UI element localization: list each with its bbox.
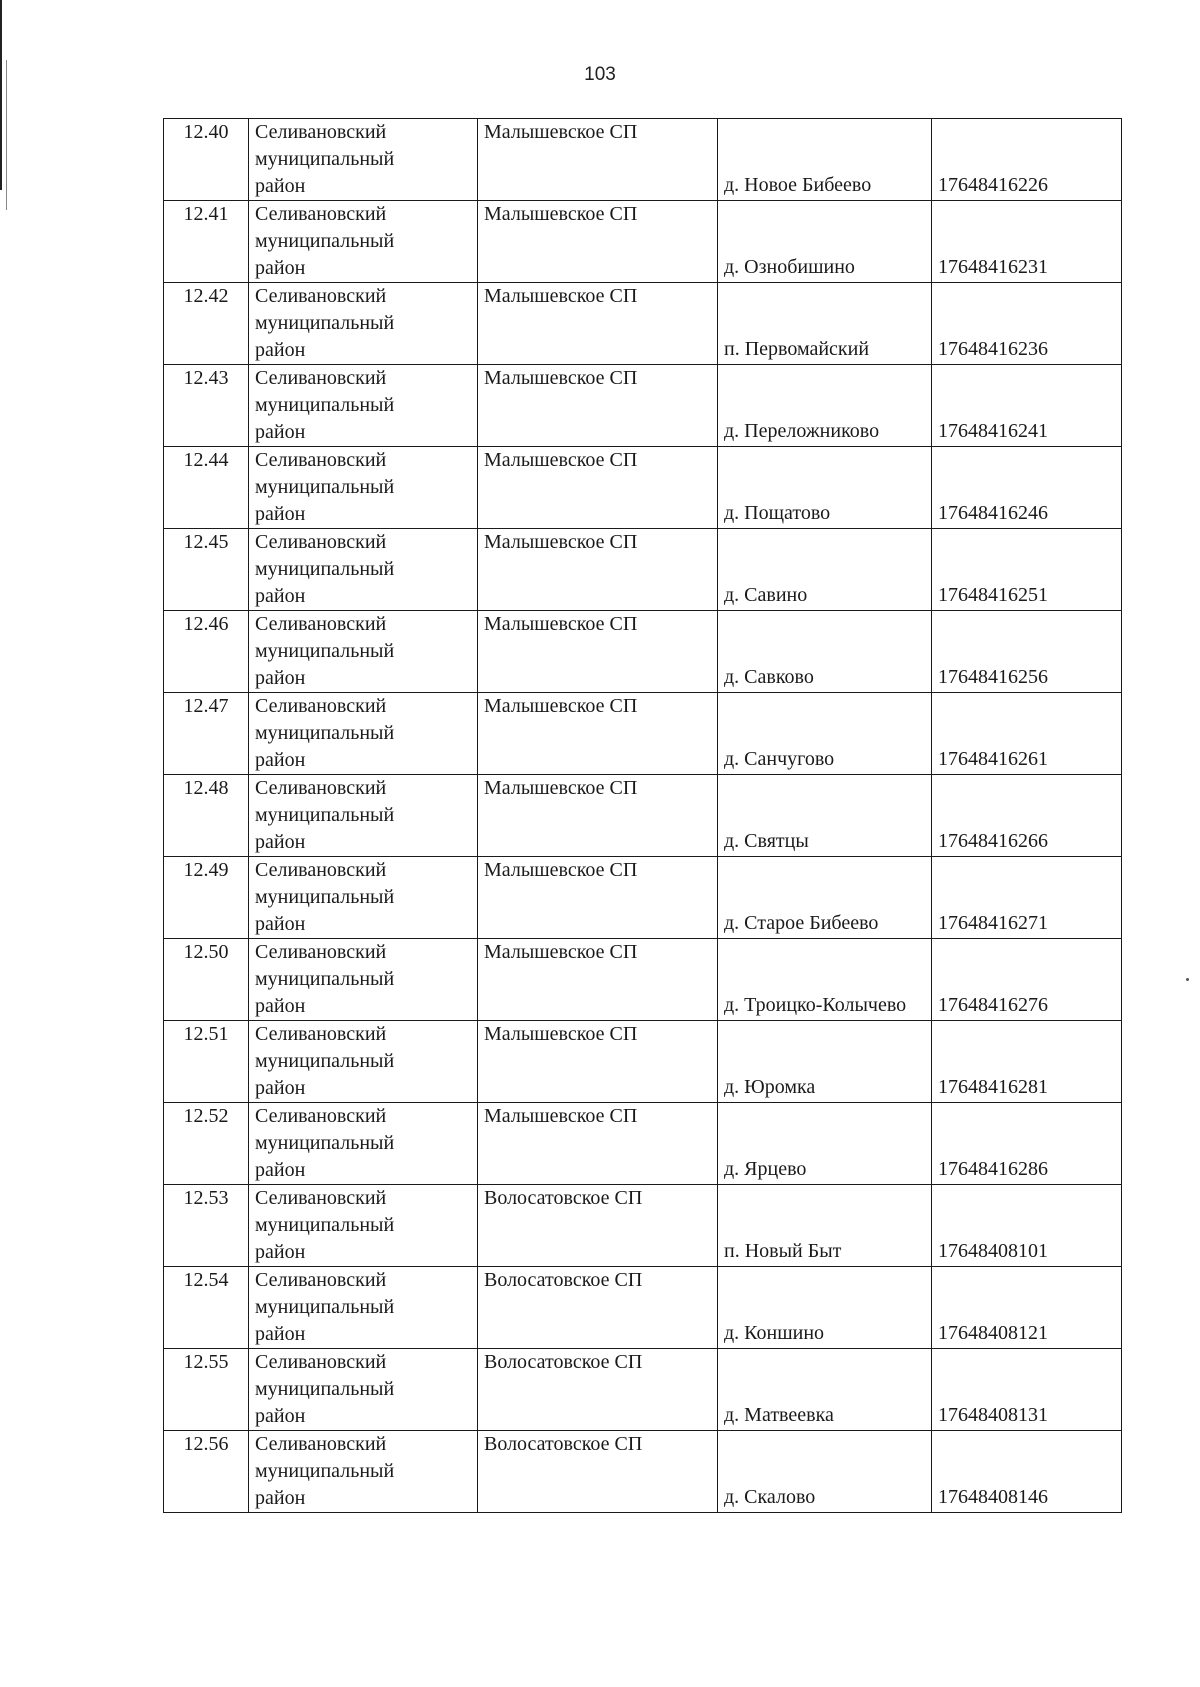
code-cell — [932, 1349, 1122, 1431]
code-cell — [932, 1431, 1122, 1513]
district-name-line: Селивановский — [255, 1023, 387, 1045]
settlement-body-cell — [478, 1431, 718, 1513]
district-name-line: Селивановский — [255, 695, 387, 717]
settlement-body: Малышевское СП — [484, 203, 638, 225]
locality-name: п. Первомайский — [724, 338, 870, 360]
district-cell — [249, 119, 478, 201]
district-name-line: Селивановский — [255, 613, 387, 635]
district-name-line: муниципальный — [255, 968, 395, 990]
locality-name: д. Ознобишино — [724, 256, 855, 278]
settlement-body-cell — [478, 529, 718, 611]
district-cell — [249, 1021, 478, 1103]
settlement-body-cell — [478, 1349, 718, 1431]
district-name-line: муниципальный — [255, 722, 395, 744]
locality-code: 17648416251 — [938, 584, 1048, 606]
locality-cell — [718, 119, 932, 201]
settlement-body: Малышевское СП — [484, 695, 638, 717]
district-name-line: Селивановский — [255, 531, 387, 553]
district-name-line: район — [255, 421, 306, 443]
district-name-line: Селивановский — [255, 203, 387, 225]
settlement-body: Малышевское СП — [484, 121, 638, 143]
row-number-cell — [164, 283, 249, 365]
locality-name: д. Новое Бибеево — [724, 174, 872, 196]
code-cell — [932, 1021, 1122, 1103]
settlement-body-cell — [478, 857, 718, 939]
table-body — [164, 119, 1122, 1513]
locality-name: д. Матвеевка — [724, 1404, 834, 1426]
district-name-line: район — [255, 585, 306, 607]
district-name-line: район — [255, 1323, 306, 1345]
row-number: 12.52 — [183, 1105, 229, 1127]
locality-code: 17648416271 — [938, 912, 1048, 934]
locality-name: д. Старое Бибеево — [724, 912, 879, 934]
district-cell — [249, 201, 478, 283]
settlement-body: Волосатовское СП — [484, 1351, 643, 1373]
district-name-line: район — [255, 257, 306, 279]
settlement-body: Малышевское СП — [484, 859, 638, 881]
district-name-line: Селивановский — [255, 1269, 387, 1291]
table-row — [164, 365, 1122, 447]
locality-name: д. Скалово — [724, 1486, 816, 1508]
locality-code: 17648416266 — [938, 830, 1048, 852]
locality-code: 17648416241 — [938, 420, 1048, 442]
settlement-body: Волосатовское СП — [484, 1187, 643, 1209]
table-row — [164, 1349, 1122, 1431]
page-number: 103 — [584, 64, 616, 85]
district-name-line: Селивановский — [255, 1433, 387, 1455]
district-name-line: Селивановский — [255, 367, 387, 389]
locality-code: 17648416281 — [938, 1076, 1048, 1098]
locality-name: д. Троицко-Колычево — [724, 994, 907, 1016]
row-number: 12.56 — [183, 1433, 229, 1455]
locality-name: п. Новый Быт — [724, 1240, 842, 1262]
code-cell — [932, 119, 1122, 201]
locality-code: 17648416231 — [938, 256, 1048, 278]
row-number: 12.42 — [183, 285, 229, 307]
district-name-line: Селивановский — [255, 777, 387, 799]
settlement-body-cell — [478, 365, 718, 447]
locality-name: д. Переложниково — [724, 420, 880, 442]
row-number: 12.46 — [183, 613, 229, 635]
settlement-body: Малышевское СП — [484, 285, 638, 307]
code-cell — [932, 1185, 1122, 1267]
settlement-body-cell — [478, 611, 718, 693]
locality-name: д. Пощатово — [724, 502, 831, 524]
locality-code: 17648416261 — [938, 748, 1048, 770]
code-cell — [932, 775, 1122, 857]
row-number: 12.41 — [183, 203, 229, 225]
row-number-cell — [164, 1267, 249, 1349]
table-row — [164, 775, 1122, 857]
row-number: 12.53 — [183, 1187, 229, 1209]
code-cell — [932, 939, 1122, 1021]
row-number: 12.40 — [183, 121, 229, 143]
district-cell — [249, 693, 478, 775]
locality-code: 17648408146 — [938, 1486, 1048, 1508]
locality-cell — [718, 283, 932, 365]
locality-cell — [718, 857, 932, 939]
district-cell — [249, 1185, 478, 1267]
code-cell — [932, 447, 1122, 529]
code-cell — [932, 693, 1122, 775]
locality-name: д. Савино — [724, 584, 808, 606]
row-number-cell — [164, 201, 249, 283]
settlement-body-cell — [478, 283, 718, 365]
district-cell — [249, 283, 478, 365]
row-number-cell — [164, 365, 249, 447]
district-cell — [249, 857, 478, 939]
district-name-line: район — [255, 1077, 306, 1099]
district-name-line: муниципальный — [255, 1132, 395, 1154]
locality-cell — [718, 1431, 932, 1513]
table-row — [164, 693, 1122, 775]
row-number: 12.47 — [183, 695, 229, 717]
table-row — [164, 1103, 1122, 1185]
row-number-cell — [164, 1431, 249, 1513]
settlement-body-cell — [478, 119, 718, 201]
table-row — [164, 1185, 1122, 1267]
district-name-line: район — [255, 175, 306, 197]
district-cell — [249, 1431, 478, 1513]
district-name-line: муниципальный — [255, 312, 395, 334]
row-number-cell — [164, 611, 249, 693]
district-name-line: муниципальный — [255, 886, 395, 908]
settlement-body: Волосатовское СП — [484, 1433, 643, 1455]
district-name-line: район — [255, 1487, 306, 1509]
table-row — [164, 611, 1122, 693]
row-number: 12.48 — [183, 777, 229, 799]
settlement-body-cell — [478, 201, 718, 283]
table-row — [164, 1021, 1122, 1103]
code-cell — [932, 201, 1122, 283]
row-number-cell — [164, 447, 249, 529]
district-name-line: Селивановский — [255, 285, 387, 307]
locality-name: д. Санчугово — [724, 748, 835, 770]
district-name-line: Селивановский — [255, 859, 387, 881]
table-row — [164, 529, 1122, 611]
code-cell — [932, 529, 1122, 611]
locality-code: 17648408131 — [938, 1404, 1048, 1426]
settlement-body-cell — [478, 1021, 718, 1103]
row-number-cell — [164, 529, 249, 611]
district-cell — [249, 1349, 478, 1431]
scan-edge-line — [0, 0, 2, 190]
locality-cell — [718, 693, 932, 775]
district-name-line: район — [255, 1405, 306, 1427]
district-name-line: Селивановский — [255, 449, 387, 471]
district-name-line: район — [255, 503, 306, 525]
locality-registry-table — [163, 118, 1122, 1513]
locality-cell — [718, 1267, 932, 1349]
settlement-body: Малышевское СП — [484, 1023, 638, 1045]
table-row — [164, 201, 1122, 283]
district-name-line: район — [255, 995, 306, 1017]
district-name-line: Селивановский — [255, 121, 387, 143]
district-cell — [249, 775, 478, 857]
district-name-line: район — [255, 339, 306, 361]
locality-name: д. Святцы — [724, 830, 809, 852]
row-number-cell — [164, 939, 249, 1021]
scan-speck — [1186, 978, 1189, 981]
row-number-cell — [164, 857, 249, 939]
table-row — [164, 283, 1122, 365]
row-number: 12.44 — [183, 449, 229, 471]
row-number: 12.45 — [183, 531, 229, 553]
district-name-line: район — [255, 831, 306, 853]
code-cell — [932, 283, 1122, 365]
locality-name: д. Ярцево — [724, 1158, 807, 1180]
settlement-body: Малышевское СП — [484, 449, 638, 471]
locality-code: 17648416276 — [938, 994, 1048, 1016]
row-number: 12.49 — [183, 859, 229, 881]
district-name-line: район — [255, 1159, 306, 1181]
row-number-cell — [164, 1185, 249, 1267]
locality-code: 17648416256 — [938, 666, 1048, 688]
row-number-cell — [164, 1021, 249, 1103]
table-row — [164, 447, 1122, 529]
locality-code: 17648416236 — [938, 338, 1048, 360]
locality-cell — [718, 1021, 932, 1103]
district-cell — [249, 611, 478, 693]
locality-code: 17648416286 — [938, 1158, 1048, 1180]
settlement-body-cell — [478, 939, 718, 1021]
code-cell — [932, 1103, 1122, 1185]
code-cell — [932, 857, 1122, 939]
district-name-line: район — [255, 913, 306, 935]
district-cell — [249, 1267, 478, 1349]
district-name-line: муниципальный — [255, 1296, 395, 1318]
table-row — [164, 939, 1122, 1021]
locality-cell — [718, 201, 932, 283]
row-number: 12.50 — [183, 941, 229, 963]
locality-code: 17648408121 — [938, 1322, 1048, 1344]
locality-cell — [718, 365, 932, 447]
code-cell — [932, 1267, 1122, 1349]
locality-code: 17648416246 — [938, 502, 1048, 524]
district-name-line: муниципальный — [255, 148, 395, 170]
district-name-line: район — [255, 1241, 306, 1263]
district-name-line: муниципальный — [255, 476, 395, 498]
settlement-body-cell — [478, 1185, 718, 1267]
district-cell — [249, 365, 478, 447]
district-name-line: муниципальный — [255, 1378, 395, 1400]
locality-cell — [718, 529, 932, 611]
district-name-line: муниципальный — [255, 804, 395, 826]
locality-code: 17648416226 — [938, 174, 1048, 196]
locality-cell — [718, 1185, 932, 1267]
district-name-line: муниципальный — [255, 1050, 395, 1072]
locality-cell — [718, 447, 932, 529]
row-number: 12.51 — [183, 1023, 229, 1045]
settlement-body-cell — [478, 693, 718, 775]
locality-name: д. Савково — [724, 666, 814, 688]
locality-name: д. Юромка — [724, 1076, 816, 1098]
settlement-body: Малышевское СП — [484, 1105, 638, 1127]
settlement-body: Малышевское СП — [484, 613, 638, 635]
settlement-body-cell — [478, 1103, 718, 1185]
settlement-body: Малышевское СП — [484, 531, 638, 553]
row-number-cell — [164, 1103, 249, 1185]
row-number-cell — [164, 693, 249, 775]
district-name-line: муниципальный — [255, 558, 395, 580]
settlement-body: Малышевское СП — [484, 777, 638, 799]
locality-cell — [718, 775, 932, 857]
table-row — [164, 857, 1122, 939]
settlement-body: Малышевское СП — [484, 367, 638, 389]
locality-cell — [718, 611, 932, 693]
district-name-line: муниципальный — [255, 640, 395, 662]
district-name-line: муниципальный — [255, 394, 395, 416]
district-name-line: муниципальный — [255, 1460, 395, 1482]
district-name-line: муниципальный — [255, 230, 395, 252]
district-name-line: муниципальный — [255, 1214, 395, 1236]
settlement-body: Малышевское СП — [484, 941, 638, 963]
district-name-line: район — [255, 667, 306, 689]
settlement-body-cell — [478, 1267, 718, 1349]
district-name-line: Селивановский — [255, 1351, 387, 1373]
district-name-line: Селивановский — [255, 941, 387, 963]
row-number-cell — [164, 1349, 249, 1431]
code-cell — [932, 611, 1122, 693]
row-number-cell — [164, 119, 249, 201]
settlement-body-cell — [478, 447, 718, 529]
district-cell — [249, 939, 478, 1021]
row-number: 12.55 — [183, 1351, 229, 1373]
settlement-body: Волосатовское СП — [484, 1269, 643, 1291]
locality-name: д. Коншино — [724, 1322, 825, 1344]
district-name-line: Селивановский — [255, 1105, 387, 1127]
district-name-line: район — [255, 749, 306, 771]
row-number-cell — [164, 775, 249, 857]
district-cell — [249, 1103, 478, 1185]
table-row — [164, 1431, 1122, 1513]
table-row — [164, 1267, 1122, 1349]
settlement-body-cell — [478, 775, 718, 857]
locality-cell — [718, 1349, 932, 1431]
district-cell — [249, 447, 478, 529]
table-row — [164, 119, 1122, 201]
district-cell — [249, 529, 478, 611]
locality-code: 17648408101 — [938, 1240, 1048, 1262]
locality-cell — [718, 939, 932, 1021]
district-name-line: Селивановский — [255, 1187, 387, 1209]
row-number: 12.54 — [183, 1269, 229, 1291]
code-cell — [932, 365, 1122, 447]
locality-cell — [718, 1103, 932, 1185]
row-number: 12.43 — [183, 367, 229, 389]
